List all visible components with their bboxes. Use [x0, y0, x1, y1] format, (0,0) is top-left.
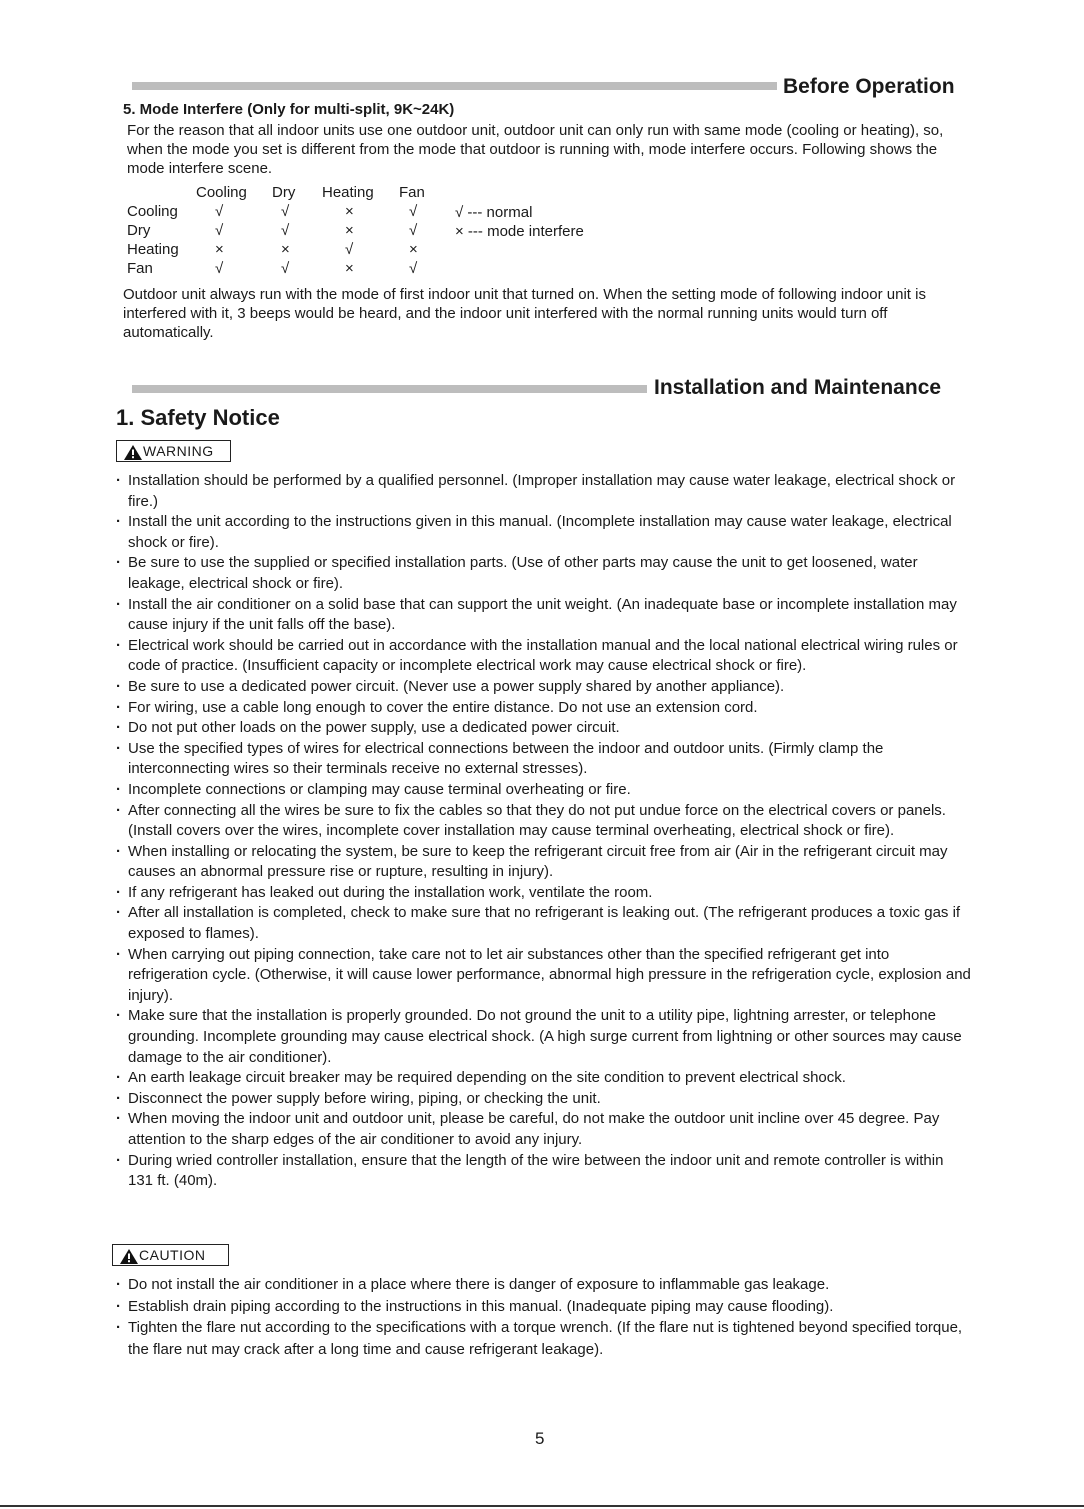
warning-triangle-icon — [124, 445, 142, 460]
mode-interfere-intro: For the reason that all indoor units use one outdoor unit, outdoor unit can only run with same mode (cooling or heating), so, when the mode you set is different from the mode that outdoor is running with, mode interfere occurs. Following shows the mode interfere scene. — [127, 122, 944, 177]
column-header-dry: Dry — [272, 184, 296, 201]
row-label: Heating — [127, 241, 179, 258]
table-cell: √ — [215, 203, 224, 220]
mode-interfere-outro: Outdoor unit always run with the mode of first indoor unit that turned on. When the setting mode of following indoor unit is interfered with it, 3 beeps would be heard, and the indoor unit interfered with the normal running units would turn off automatically. — [123, 286, 926, 341]
table-legend — [455, 203, 584, 241]
list-item: · When carrying out piping connection, take care not to let air substances other than the specified refrigerant get into refrigeration cycle. (Otherwise, it will cause lower performance, abnormal high pressure in the refrigeration cycle, explosion and injury). — [116, 945, 972, 1007]
list-item: · When moving the indoor unit and outdoor unit, please be careful, do not make the outdoor unit incline over 45 degree. Pay attention to the sharp edges of the air conditioner to avoid any injury. — [116, 1109, 972, 1150]
list-item: · When installing or relocating the system, be sure to keep the refrigerant circuit free from air (Air in the refrigerant circuit may causes an abnormal pressure rise or rupture, resulting in injury). — [116, 842, 972, 883]
row-label: Dry — [127, 222, 151, 239]
table-row — [127, 203, 447, 222]
list-item: · Tighten the flare nut according to the specifications with a torque wrench. (If the flare nut is tightened beyond specified torque, the flare nut may crack after a long time and cause refrigerant leakage). — [116, 1317, 972, 1360]
section-header-before-operation: Before Operation — [783, 75, 955, 98]
column-header-fan: Fan — [399, 184, 425, 201]
table-cell: √ — [409, 222, 418, 239]
column-header-cooling: Cooling — [196, 184, 247, 201]
caution-badge — [112, 1244, 229, 1266]
column-header-heating: Heating — [322, 184, 374, 201]
table-cell: √ — [281, 222, 290, 239]
list-item: · If any refrigerant has leaked out during the installation work, ventilate the room. — [116, 883, 972, 904]
list-item: · Installation should be performed by a qualified personnel. (Improper installation may cause water leakage, electrical shock or fire.) — [116, 471, 972, 512]
table-cell: √ — [281, 203, 290, 220]
table-cell: √ — [345, 241, 354, 258]
list-item: · Be sure to use a dedicated power circuit. (Never use a power supply shared by another appliance). — [116, 677, 972, 698]
table-cell: × — [409, 241, 418, 258]
caution-label: CAUTION — [139, 1247, 206, 1263]
list-item: · Install the unit according to the instructions given in this manual. (Incomplete installation may cause water leakage, electrical shock or fire). — [116, 512, 972, 553]
table-row — [127, 260, 447, 279]
list-item: · Do not install the air conditioner in a place where there is danger of exposure to inflammable gas leakage. — [116, 1274, 972, 1296]
list-item: · Do not put other loads on the power supply, use a dedicated power circuit. — [116, 718, 972, 739]
table-cell: √ — [215, 260, 224, 277]
safety-notice-title: 1. Safety Notice — [116, 405, 280, 430]
list-item: · An earth leakage circuit breaker may be required depending on the site condition to prevent electrical shock. — [116, 1068, 972, 1089]
table-cell: √ — [409, 260, 418, 277]
table-cell: × — [345, 222, 354, 239]
table-cell: √ — [281, 260, 290, 277]
caution-list — [116, 1274, 972, 1360]
caution-triangle-icon — [120, 1249, 138, 1264]
section-header-installation: Installation and Maintenance — [654, 376, 942, 399]
row-label: Fan — [127, 260, 153, 277]
header-rule-installation — [132, 385, 647, 393]
list-item: · Install the air conditioner on a solid base that can support the unit weight. (An inadequate base or incomplete installation may cause injury if the unit falls off the base). — [116, 595, 972, 636]
list-item: · After all installation is completed, check to make sure that no refrigerant is leaking out. (The refrigerant produces a toxic gas if exposed to flames). — [116, 903, 972, 944]
warning-list — [116, 471, 972, 1192]
list-item: · Be sure to use the supplied or specified installation parts. (Use of other parts may cause the unit to get loosened, water leakage, electrical shock or fire). — [116, 553, 972, 594]
row-label: Cooling — [127, 203, 178, 220]
table-cell: √ — [409, 203, 418, 220]
list-item: · After connecting all the wires be sure to fix the cables so that they do not put undue force on the electrical covers or panels. (Install covers over the wires, incomplete cover installation may cause terminal overheating, electrical shock or fire). — [116, 801, 972, 842]
table-cell: × — [345, 203, 354, 220]
list-item: · During wried controller installation, ensure that the length of the wire between the indoor unit and remote controller is within 131 ft. (40m). — [116, 1151, 972, 1192]
list-item: · Establish drain piping according to the instructions in this manual. (Inadequate piping may cause flooding). — [116, 1296, 972, 1318]
list-item: · Disconnect the power supply before wiring, piping, or checking the unit. — [116, 1089, 972, 1110]
table-row — [127, 222, 447, 241]
list-item: · Use the specified types of wires for electrical connections between the indoor and outdoor units. (Firmly clamp the interconnecting wires so their terminals receive no external stresses). — [116, 739, 972, 780]
list-item: · Electrical work should be carried out in accordance with the installation manual and the local national electrical wiring rules or code of practice. (Insufficient capacity or incomplete electrical work may cause electrical shock or fire). — [116, 636, 972, 677]
page-number: 5 — [535, 1429, 545, 1448]
legend-normal: √ --- normal — [455, 204, 533, 221]
list-item: · For wiring, use a cable long enough to cover the entire distance. Do not use an extension cord. — [116, 698, 972, 719]
table-header-row — [127, 184, 447, 203]
list-item: · Make sure that the installation is properly grounded. Do not ground the unit to a utility pipe, lightning arrester, or telephone grounding. Incomplete grounding may cause electrical shock. (A high surge current from lightning or other sources may cause damage to the air conditioner). — [116, 1006, 972, 1068]
table-cell: × — [215, 241, 224, 258]
header-rule-before-operation — [132, 82, 777, 90]
list-item: · Incomplete connections or clamping may cause terminal overheating or fire. — [116, 780, 972, 801]
page-bottom-rule — [0, 1505, 1084, 1507]
warning-badge — [116, 440, 231, 462]
table-cell: × — [345, 260, 354, 277]
legend-mode-interfere: × --- mode interfere — [455, 223, 584, 240]
table-cell: √ — [215, 222, 224, 239]
table-row — [127, 241, 447, 260]
mode-interfere-title: 5. Mode Interfere (Only for multi-split, 9K~24K) — [123, 101, 455, 118]
table-cell: × — [281, 241, 290, 258]
warning-label: WARNING — [143, 443, 214, 459]
